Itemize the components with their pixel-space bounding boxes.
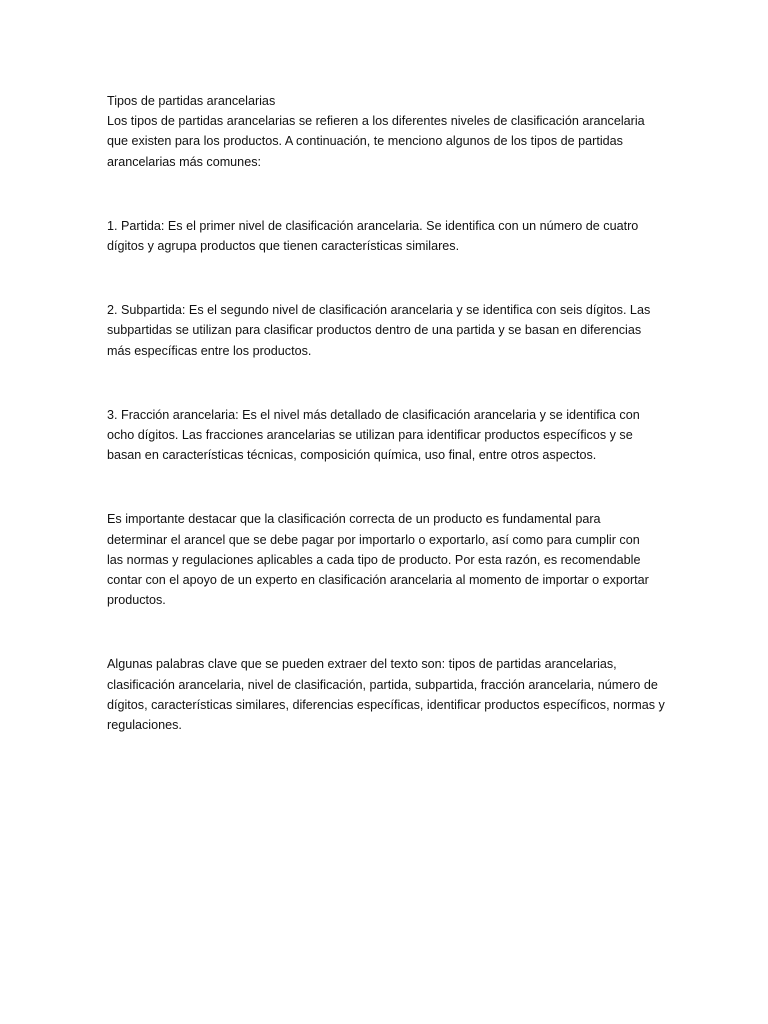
item-fraccion-arancelaria bbox=[107, 405, 667, 466]
text-line: Los tipos de partidas arancelarias se refieren a los diferentes niveles de clasificación arancelaria bbox=[107, 114, 645, 129]
text-line: que existen para los productos. A continuación, te menciono algunos de los tipos de partidas bbox=[107, 134, 623, 149]
text-line: 1. Partida: Es el primer nivel de clasificación arancelaria. Se identifica con un número de cuatro bbox=[107, 218, 639, 233]
text-line: arancelarias más comunes: bbox=[107, 154, 261, 169]
document-title: Tipos de partidas arancelarias bbox=[107, 94, 276, 108]
item-partida bbox=[107, 216, 667, 256]
text-line: regulaciones. bbox=[107, 718, 182, 733]
text-line: 3. Fracción arancelaria: Es el nivel más detallado de clasificación arancelaria y se identifica con bbox=[107, 407, 640, 422]
text-line: ocho dígitos. Las fracciones arancelarias se utilizan para identificar productos específicos y se bbox=[107, 428, 633, 443]
importance-paragraph bbox=[107, 509, 667, 610]
text-line: más específicas entre los productos. bbox=[107, 343, 312, 358]
text-line: contar con el apoyo de un experto en clasificación arancelaria al momento de importar o exportar bbox=[107, 573, 649, 588]
intro-paragraph bbox=[107, 111, 667, 172]
text-line: basan en características técnicas, composición química, uso final, entre otros aspectos. bbox=[107, 448, 597, 463]
text-line: productos. bbox=[107, 593, 166, 608]
text-line: clasificación arancelaria, nivel de clasificación, partida, subpartida, fracción arancelaria, número de bbox=[107, 677, 658, 692]
keywords-paragraph bbox=[107, 654, 667, 735]
item-subpartida bbox=[107, 300, 667, 361]
text-line: Es importante destacar que la clasificación correcta de un producto es fundamental para bbox=[107, 512, 601, 527]
document-body bbox=[107, 91, 667, 735]
text-line: las normas y regulaciones aplicables a cada tipo de producto. Por esta razón, es recomendable bbox=[107, 552, 641, 567]
text-line: dígitos, características similares, diferencias específicas, identificar productos específicos, normas y bbox=[107, 697, 665, 712]
text-line: dígitos y agrupa productos que tienen características similares. bbox=[107, 239, 460, 254]
text-line: Algunas palabras clave que se pueden extraer del texto son: tipos de partidas arancelarias, bbox=[107, 657, 617, 672]
text-line: 2. Subpartida: Es el segundo nivel de clasificación arancelaria y se identifica con seis dígitos. Las bbox=[107, 303, 651, 318]
text-line: determinar el arancel que se debe pagar por importarlo o exportarlo, así como para cumplir con bbox=[107, 532, 640, 547]
text-line: subpartidas se utilizan para clasificar productos dentro de una partida y se basan en diferencias bbox=[107, 323, 642, 338]
